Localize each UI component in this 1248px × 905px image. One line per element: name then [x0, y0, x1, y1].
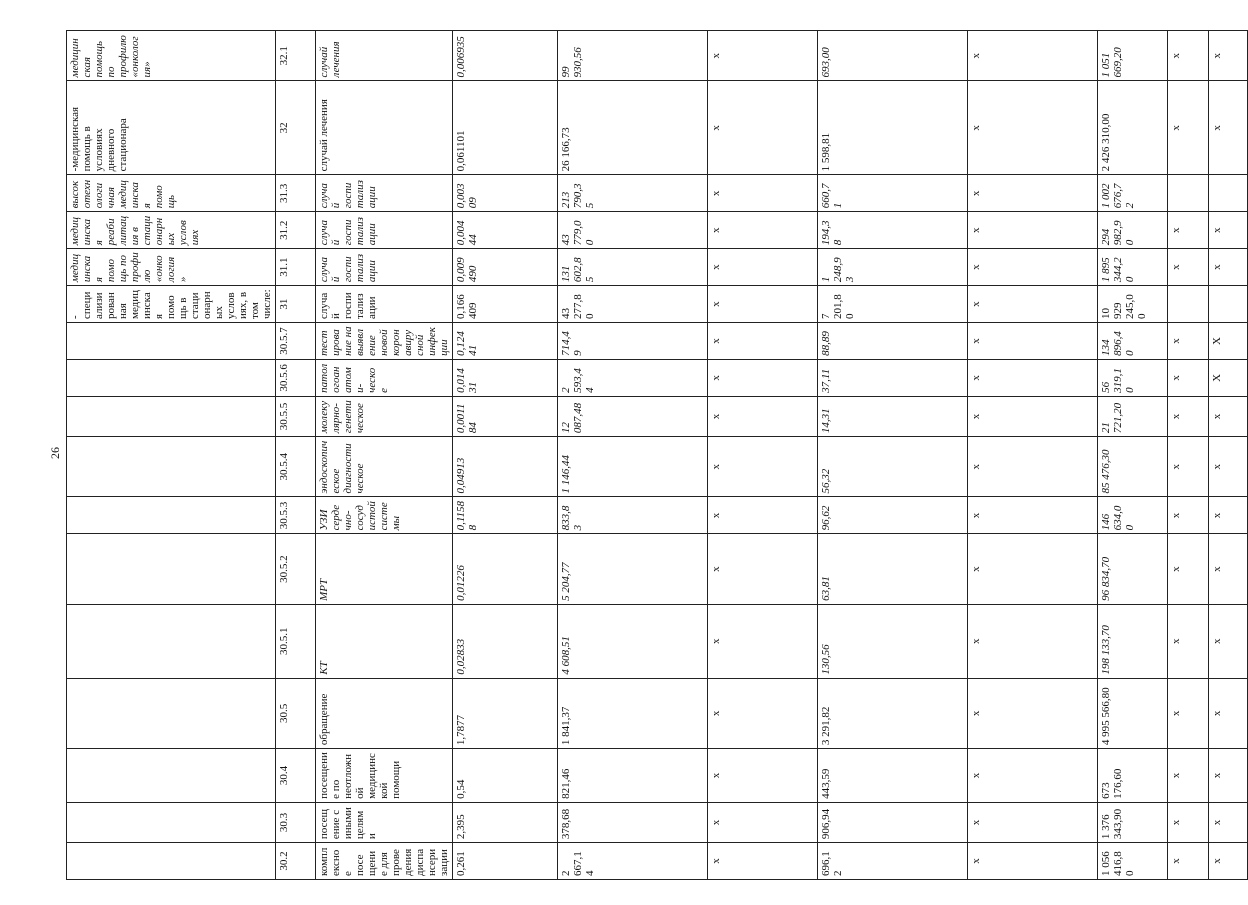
- cell-name: [67, 678, 276, 748]
- cell-col8: x: [968, 802, 1098, 842]
- cell-col8: x: [968, 81, 1098, 175]
- cell-col6: x: [708, 323, 818, 360]
- cell-norm: 2,395: [453, 802, 558, 842]
- cell-per-capita: 56,32: [818, 437, 968, 497]
- cell-per-capita: 906,94: [818, 802, 968, 842]
- cell-col8: x: [968, 212, 1098, 249]
- cell-code: 30.5.1: [276, 604, 316, 678]
- cell-unit: случай лечения: [316, 31, 453, 81]
- cell-col6: x: [708, 359, 818, 396]
- cell-name: -медицинская помощь в условиях дневного стационара: [67, 81, 276, 175]
- cell-name: медицинская реабилитация в стационарных условиях: [67, 212, 276, 249]
- cell-col6: x: [708, 31, 818, 81]
- cell-col8: x: [968, 31, 1098, 81]
- cell-norm: 0,001184: [453, 396, 558, 436]
- cell-cost: 5 204,77: [558, 534, 708, 604]
- cell-cost: 26 166,73: [558, 81, 708, 175]
- cell-col8: x: [968, 396, 1098, 436]
- cell-total: 1 895 344,20: [1098, 249, 1168, 286]
- cell-col6: x: [708, 802, 818, 842]
- cell-col11: x: [1209, 678, 1248, 748]
- cell-per-capita: 1 598,81: [818, 81, 968, 175]
- cell-code: 30.5.6: [276, 359, 316, 396]
- cell-code: 30.5: [276, 678, 316, 748]
- table-row-c8: [968, 31, 1098, 880]
- cell-col11: x: [1209, 212, 1248, 249]
- cell-unit: тестирование на выявление новой коронавирусной инфекции: [316, 323, 453, 360]
- cell-col11: x: [1209, 31, 1248, 81]
- cell-unit: МРТ: [316, 534, 453, 604]
- cell-col8: x: [968, 323, 1098, 360]
- cell-per-capita: 37,11: [818, 359, 968, 396]
- cell-col6: x: [708, 534, 818, 604]
- cell-total: 1 002 676,72: [1098, 175, 1168, 212]
- cell-col11: [1209, 286, 1248, 323]
- cell-cost: 821,46: [558, 749, 708, 803]
- cell-unit: посещение по неотложной медицинской помощи: [316, 749, 453, 803]
- cell-total: 85 476,30: [1098, 437, 1168, 497]
- cell-col10: x: [1168, 396, 1209, 436]
- cell-per-capita: 7 201,80: [818, 286, 968, 323]
- cell-col10: x: [1168, 31, 1209, 81]
- cell-col11: x: [1209, 396, 1248, 436]
- cell-col10: [1168, 286, 1209, 323]
- cell-norm: 0,006935: [453, 31, 558, 81]
- cell-name: - специализированная медицинская помощь в стационарных условиях, в том числе:: [67, 286, 276, 323]
- cell-norm: 0,01431: [453, 359, 558, 396]
- cell-per-capita: 3 291,82: [818, 678, 968, 748]
- cell-per-capita: 194,38: [818, 212, 968, 249]
- cell-total: 56 319,10: [1098, 359, 1168, 396]
- cell-col8: x: [968, 175, 1098, 212]
- cell-total: 146 634,00: [1098, 497, 1168, 534]
- table-row-c11: [1209, 31, 1248, 880]
- cell-total: 4 995 566,80: [1098, 678, 1168, 748]
- cell-cost: 43 277,80: [558, 286, 708, 323]
- table-row-code: [276, 31, 316, 880]
- cell-norm: 0,261: [453, 843, 558, 880]
- cell-cost: 12 087,48: [558, 396, 708, 436]
- cell-total: 673 176,60: [1098, 749, 1168, 803]
- cell-col8: x: [968, 249, 1098, 286]
- cell-unit: молекулярно-генетическое: [316, 396, 453, 436]
- cell-col6: x: [708, 175, 818, 212]
- data-table: [66, 30, 1248, 880]
- cell-col6: x: [708, 437, 818, 497]
- cell-col10: x: [1168, 323, 1209, 360]
- cell-cost: 99 930,56: [558, 31, 708, 81]
- cell-cost: 714,49: [558, 323, 708, 360]
- cell-name: [67, 534, 276, 604]
- cell-unit: патологоанатоми-ческое: [316, 359, 453, 396]
- cell-total: 1 056 416,80: [1098, 843, 1168, 880]
- cell-col8: x: [968, 359, 1098, 396]
- cell-col6: x: [708, 81, 818, 175]
- cell-total: 198 133,70: [1098, 604, 1168, 678]
- cell-col8: x: [968, 749, 1098, 803]
- cell-col11: x: [1209, 437, 1248, 497]
- table-row-c9: [1098, 31, 1168, 880]
- cell-per-capita: 443,59: [818, 749, 968, 803]
- cell-norm: 0,166409: [453, 286, 558, 323]
- cell-col11: x: [1209, 497, 1248, 534]
- cell-col6: x: [708, 678, 818, 748]
- cell-total: 134 896,40: [1098, 323, 1168, 360]
- cell-col11: x: [1209, 81, 1248, 175]
- cell-norm: 0,12441: [453, 323, 558, 360]
- cell-col11: X: [1209, 323, 1248, 360]
- cell-norm: 0,009490: [453, 249, 558, 286]
- table-row-c5: [558, 31, 708, 880]
- cell-unit: обращение: [316, 678, 453, 748]
- cell-code: 32: [276, 81, 316, 175]
- cell-cost: 378,68: [558, 802, 708, 842]
- cell-norm: 0,00309: [453, 175, 558, 212]
- cell-col11: x: [1209, 843, 1248, 880]
- cell-norm: 0,061101: [453, 81, 558, 175]
- cell-col11: x: [1209, 604, 1248, 678]
- cell-cost: 833,83: [558, 497, 708, 534]
- cell-cost: 213 790,35: [558, 175, 708, 212]
- cell-total: 294 982,90: [1098, 212, 1168, 249]
- cell-col6: x: [708, 396, 818, 436]
- cell-name: медицинская помощь по профилю «онкология»: [67, 249, 276, 286]
- cell-col10: [1168, 175, 1209, 212]
- cell-name: медицинская помощь по профилю «онкология»: [67, 31, 276, 81]
- cell-total: 1 376 343,90: [1098, 802, 1168, 842]
- cell-col11: x: [1209, 249, 1248, 286]
- cell-norm: 0,01226: [453, 534, 558, 604]
- cell-col10: x: [1168, 497, 1209, 534]
- cell-unit: комплексное посещение для проведения диспансеризации: [316, 843, 453, 880]
- cell-code: 30.5.5: [276, 396, 316, 436]
- cell-code: 30.4: [276, 749, 316, 803]
- cell-unit: посещение с иными целями: [316, 802, 453, 842]
- cell-cost: 131 602,85: [558, 249, 708, 286]
- table-row-name: [67, 31, 276, 880]
- cell-col10: x: [1168, 678, 1209, 748]
- cell-name: высокотехнологичная медицинская помощь: [67, 175, 276, 212]
- cell-name: [67, 843, 276, 880]
- cell-col8: x: [968, 286, 1098, 323]
- cell-unit: КТ: [316, 604, 453, 678]
- cell-code: 31.2: [276, 212, 316, 249]
- cell-code: 30.5.4: [276, 437, 316, 497]
- cell-col10: x: [1168, 604, 1209, 678]
- rotated-table-container: [66, 30, 1223, 880]
- cell-unit: случай госпитализации: [316, 249, 453, 286]
- cell-code: 30.5.7: [276, 323, 316, 360]
- cell-name: [67, 749, 276, 803]
- cell-code: 31.3: [276, 175, 316, 212]
- cell-per-capita: 1 248,93: [818, 249, 968, 286]
- cell-col11: X: [1209, 359, 1248, 396]
- cell-per-capita: 63,81: [818, 534, 968, 604]
- table-row-norm: [453, 31, 558, 880]
- cell-col10: x: [1168, 534, 1209, 604]
- cell-col6: x: [708, 249, 818, 286]
- cell-name: [67, 802, 276, 842]
- cell-per-capita: 660,71: [818, 175, 968, 212]
- cell-col11: x: [1209, 802, 1248, 842]
- cell-cost: 1 146,44: [558, 437, 708, 497]
- cell-col6: x: [708, 604, 818, 678]
- cell-col11: [1209, 175, 1248, 212]
- cell-unit: случай лечения: [316, 81, 453, 175]
- cell-norm: 1,7877: [453, 678, 558, 748]
- cell-col10: x: [1168, 749, 1209, 803]
- cell-cost: 2 593,44: [558, 359, 708, 396]
- table-row-unit: [316, 31, 453, 880]
- cell-total: 10 929 245,00: [1098, 286, 1168, 323]
- cell-col8: x: [968, 534, 1098, 604]
- cell-per-capita: 88,89: [818, 323, 968, 360]
- cell-col8: x: [968, 497, 1098, 534]
- cell-name: [67, 497, 276, 534]
- cell-col10: x: [1168, 81, 1209, 175]
- cell-unit: УЗИ сердечно-сосудистой системы: [316, 497, 453, 534]
- cell-code: 31: [276, 286, 316, 323]
- cell-cost: 4 608,51: [558, 604, 708, 678]
- cell-total: 96 834,70: [1098, 534, 1168, 604]
- cell-col10: x: [1168, 212, 1209, 249]
- cell-code: 30.2: [276, 843, 316, 880]
- cell-code: 30.3: [276, 802, 316, 842]
- cell-col11: x: [1209, 534, 1248, 604]
- cell-col10: x: [1168, 843, 1209, 880]
- cell-col8: x: [968, 604, 1098, 678]
- page-number: 26: [48, 447, 62, 459]
- cell-col10: x: [1168, 802, 1209, 842]
- cell-col6: x: [708, 286, 818, 323]
- table-row-c7: [818, 31, 968, 880]
- cell-per-capita: 693,00: [818, 31, 968, 81]
- cell-code: 30.5.2: [276, 534, 316, 604]
- cell-col10: x: [1168, 359, 1209, 396]
- cell-cost: 1 841,37: [558, 678, 708, 748]
- cell-code: 32.1: [276, 31, 316, 81]
- cell-norm: 0,54: [453, 749, 558, 803]
- cell-name: [67, 359, 276, 396]
- cell-col6: x: [708, 497, 818, 534]
- cell-total: 1 051 669,20: [1098, 31, 1168, 81]
- cell-per-capita: 96,62: [818, 497, 968, 534]
- cell-unit: случай госпитализации: [316, 212, 453, 249]
- cell-total: 21 721,20: [1098, 396, 1168, 436]
- cell-col6: x: [708, 843, 818, 880]
- cell-code: 30.5.3: [276, 497, 316, 534]
- cell-name: [67, 396, 276, 436]
- cell-per-capita: 696,12: [818, 843, 968, 880]
- cell-total: 2 426 310,00: [1098, 81, 1168, 175]
- cell-col6: x: [708, 749, 818, 803]
- cell-unit: эндоскопическое диагностическое: [316, 437, 453, 497]
- cell-per-capita: 130,56: [818, 604, 968, 678]
- table-row-c10: [1168, 31, 1209, 880]
- cell-col8: x: [968, 437, 1098, 497]
- cell-col11: x: [1209, 749, 1248, 803]
- cell-per-capita: 14,31: [818, 396, 968, 436]
- cell-col8: x: [968, 678, 1098, 748]
- cell-unit: случай госпитализации: [316, 175, 453, 212]
- cell-norm: 0,11588: [453, 497, 558, 534]
- cell-norm: 0,00444: [453, 212, 558, 249]
- cell-col8: x: [968, 843, 1098, 880]
- cell-norm: 0,04913: [453, 437, 558, 497]
- table-row-c6: [708, 31, 818, 880]
- cell-col10: x: [1168, 249, 1209, 286]
- cell-name: [67, 437, 276, 497]
- cell-code: 31.1: [276, 249, 316, 286]
- cell-cost: 43 779,00: [558, 212, 708, 249]
- cell-col10: x: [1168, 437, 1209, 497]
- cell-name: [67, 604, 276, 678]
- cell-name: [67, 323, 276, 360]
- cell-unit: случай госпитализации: [316, 286, 453, 323]
- cell-cost: 2 667,14: [558, 843, 708, 880]
- cell-col6: x: [708, 212, 818, 249]
- cell-norm: 0,02833: [453, 604, 558, 678]
